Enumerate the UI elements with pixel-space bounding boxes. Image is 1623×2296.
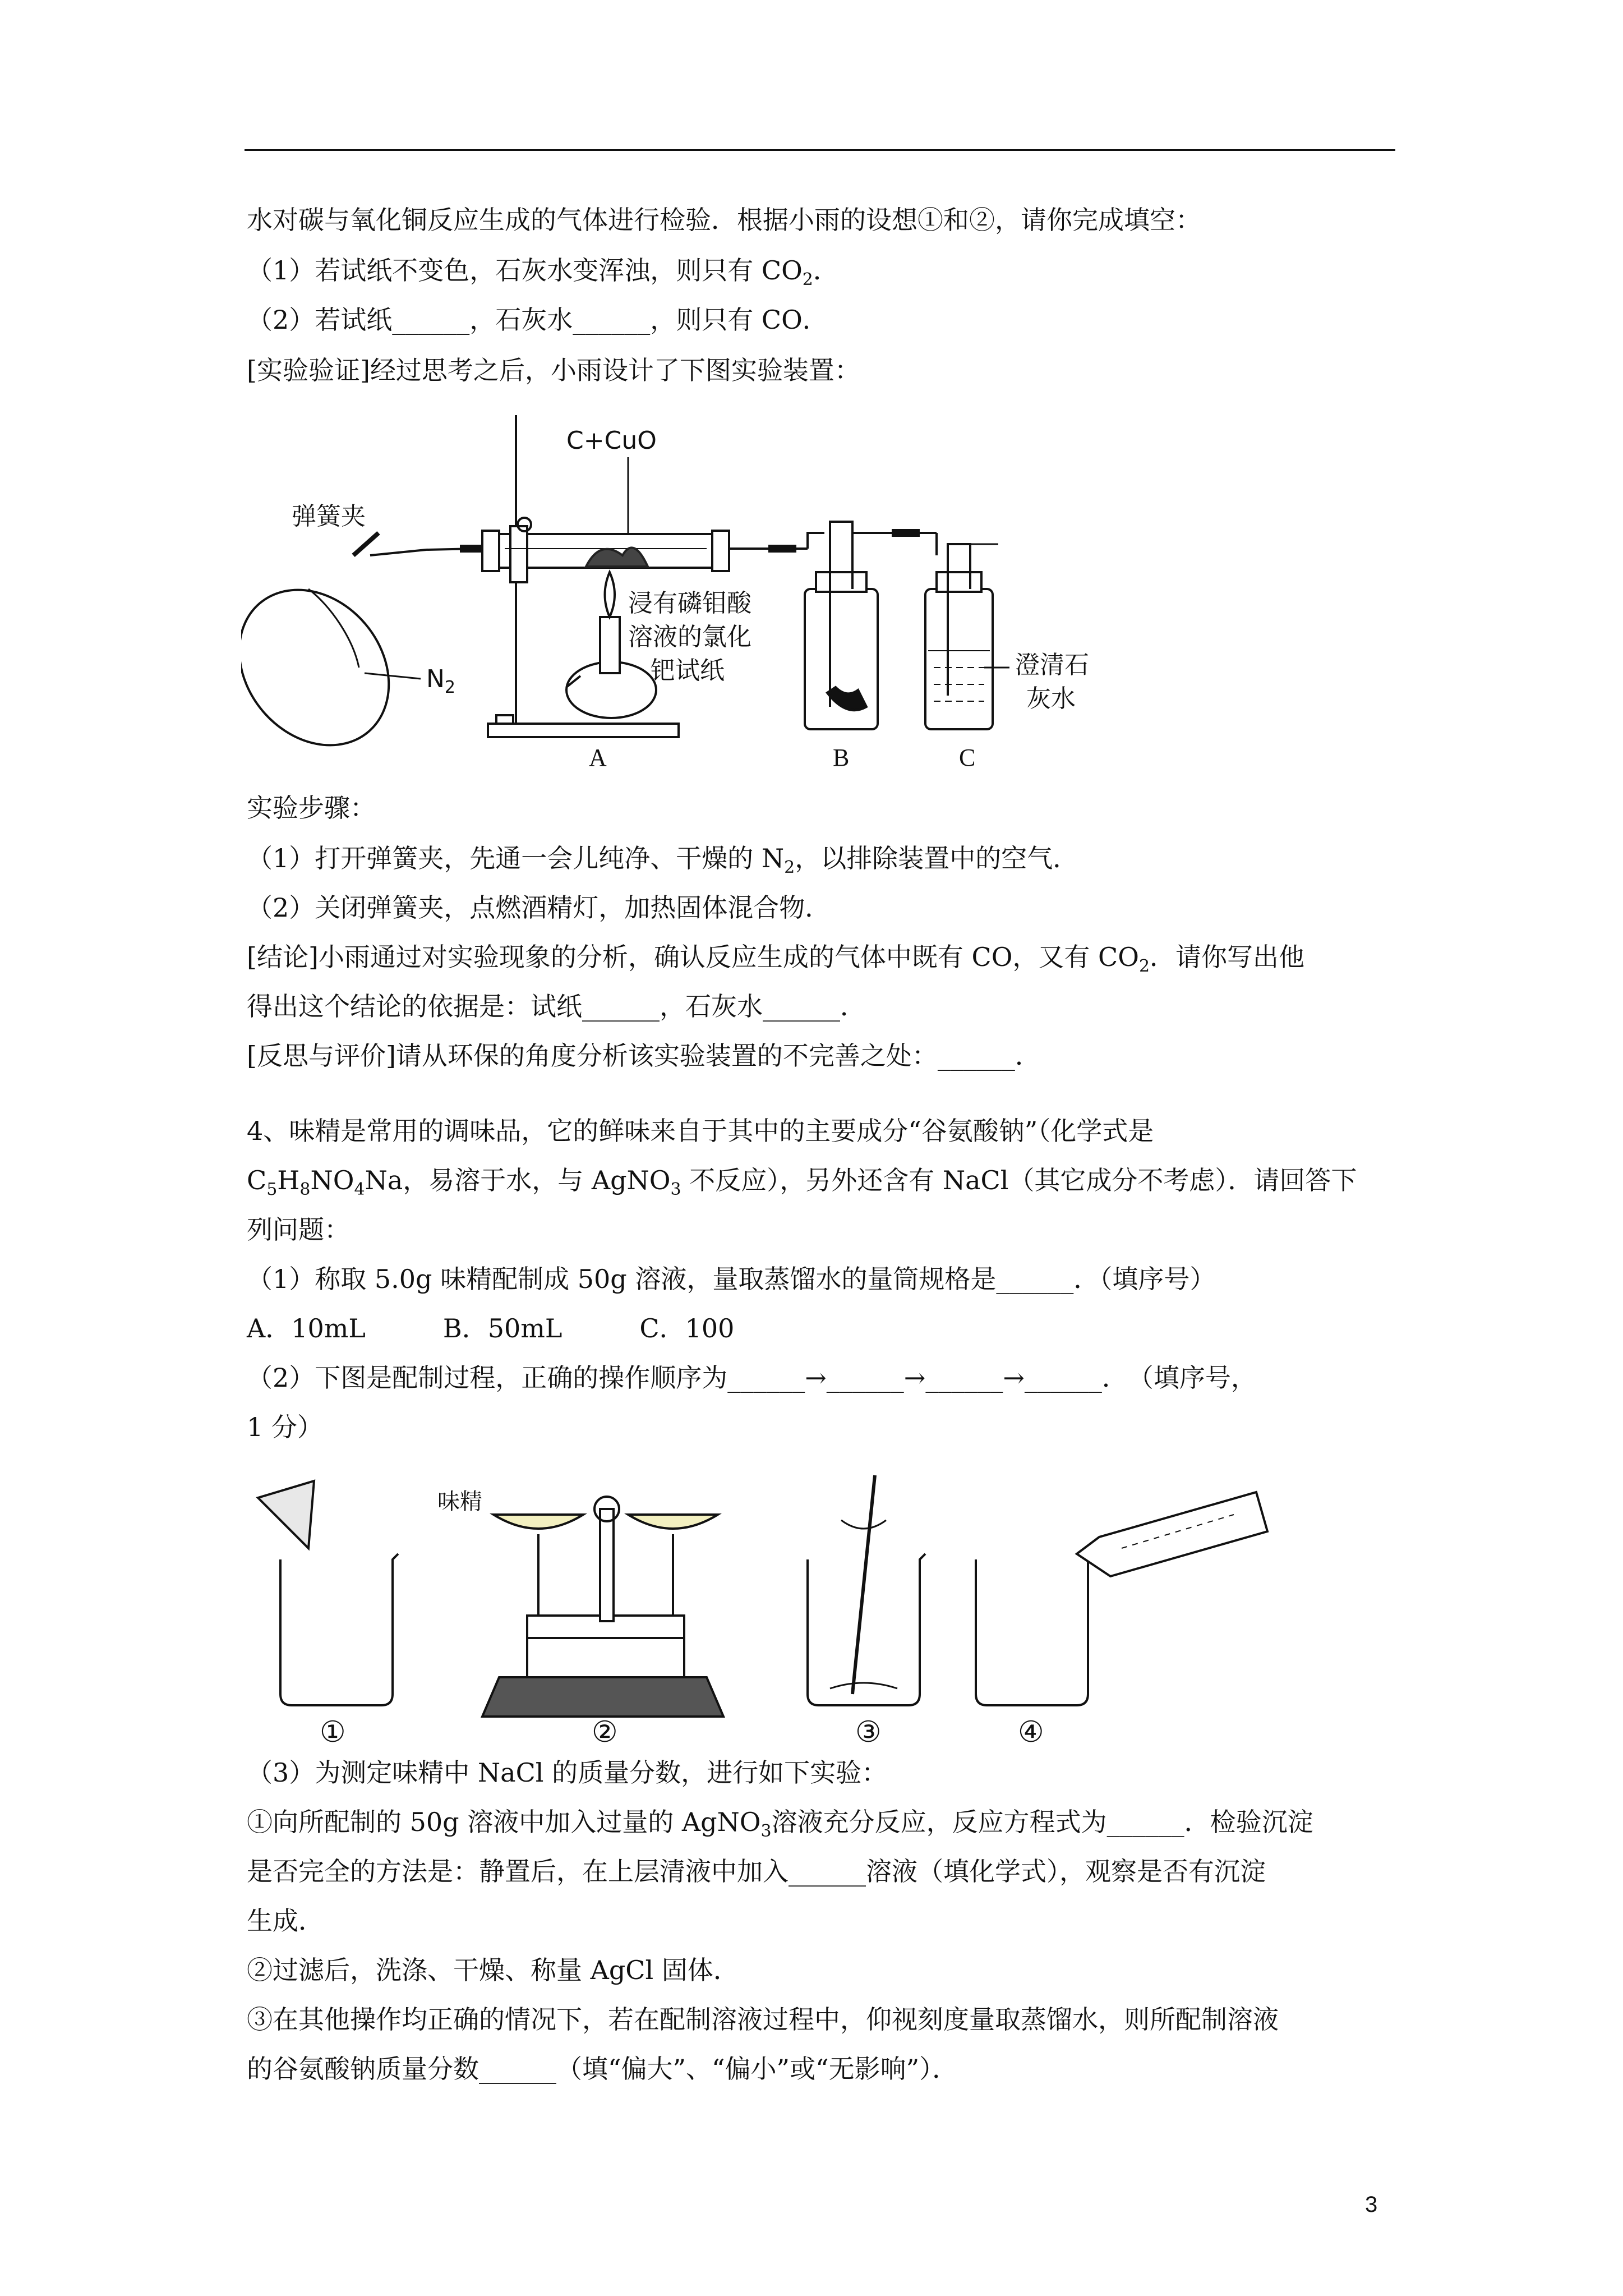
label-c-cuo: C+CuO [566,426,657,455]
step-number-3: ③ [855,1715,882,1749]
text-line-8: [结论]小雨通过对实验现象的分析，确认反应生成的气体中既有 CO，又有 $CO_2$．请你写出他 [247,942,1305,977]
page-number: 3 [1365,2192,1378,2217]
step-number-2: ② [592,1715,618,1749]
balance-base [482,1677,723,1717]
step-number-4: ④ [1018,1715,1044,1749]
bottle-b [805,589,878,729]
text-line-5: 实验步骤： [247,793,376,823]
label-paper-1: 浸有磷钼酸 [628,589,751,618]
question-4-line-13: 的谷氨酸钠质量分数______（填“偏大”、“偏小”或“无影响”）． [247,2054,958,2084]
question-4-line-11: ②过滤后，洗涤、干燥、称量 AgCl 固体． [247,1955,739,1985]
label-lime-2: 灰水 [1026,684,1076,713]
question-4-line-10: 生成． [247,1906,324,1936]
label-a: A [589,744,607,771]
question-4-line-6: 1 分） [247,1412,323,1442]
step-number-1: ① [320,1715,346,1749]
label-paper-2: 溶液的氯化 [628,623,751,651]
label-c: C [959,744,976,771]
gas-bag-icon [241,560,419,774]
label-spring-clip: 弹簧夹 [292,502,366,531]
question-4-line-8: ①向所配制的 50g 溶液中加入过量的 AgNO$_3$溶液充分反应，反应方程式为______．检验沉淀 [247,1807,1313,1842]
question-4-line-12: ③在其他操作均正确的情况下，若在配制溶液过程中，仰视刻度量取蒸馏水，则所配制溶液 [247,2004,1279,2035]
question-4-line-5: （2）下图是配制过程，正确的操作顺序为______→______→______→______． （填序号， [247,1363,1257,1393]
text-line-10: [反思与评价]请从环保的角度分析该实验装置的不完善之处：______． [247,1041,1041,1071]
question-4-line-1: 4、味精是常用的调味品，它的鲜味来自于其中的主要成分“谷氨酸钠”（化学式是 [247,1116,1154,1146]
text-line-4: [实验验证]经过思考之后，小雨设计了下图实验装置： [247,355,860,385]
right-pan [628,1515,718,1529]
bottle-c [925,589,993,729]
text-line-3: （2）若试纸______，石灰水______，则只有 CO． [247,305,828,335]
question-4-line-9: 是否完全的方法是：静置后，在上层清液中加入______溶液（填化学式），观察是否有沉淀 [247,1856,1266,1887]
text-line-7: （2）关闭弹簧夹，点燃酒精灯，加热固体混合物． [247,892,831,923]
question-4-line-2: $C_5H_8NO_4Na$，易溶于水，与 AgNO$_3$ 不反应），另外还含有 NaCl（其它成分不考虑）．请回答下 [247,1165,1357,1200]
label-paper-3: 钯试纸 [651,656,725,685]
label-n2: $N_2$ [426,665,456,697]
question-4-line-3: 列问题： [247,1214,350,1245]
text-line-6: （1）打开弹簧夹，先通一会儿纯净、干燥的 $N_2$，以排除装置中的空气． [247,843,1079,878]
text-line-2: （1）若试纸不变色，石灰水变浑浊，则只有 $CO_2$． [247,255,839,290]
beaker-4 [976,1554,1094,1705]
weighing-paper [258,1481,314,1548]
question-4-options: A．10mL B．50mL C．100 [247,1313,735,1343]
header-rule [245,149,1395,151]
left-pan [494,1515,583,1529]
question-4-line-7: （3）为测定味精中 NaCl 的质量分数，进行如下实验： [247,1757,888,1788]
text-line-9: 得出这个结论的依据是：试纸______，石灰水______． [247,991,866,1022]
spring-clip-icon [353,533,379,555]
preparation-figure [247,1470,1312,1750]
text-line-1: 水对碳与氧化铜反应生成的气体进行检验．根据小雨的设想①和②，请你完成填空： [247,205,1201,235]
label-b: B [833,744,850,771]
apparatus-figure [241,404,1138,774]
question-4-line-4: （1）称取 5.0g 味精配制成 50g 溶液，量取蒸馏水的量筒规格是______．（填序号） [247,1264,1216,1294]
label-lime-1: 澄清石 [1015,651,1089,679]
beaker-1 [280,1554,398,1705]
glass-rod [852,1475,875,1694]
measuring-cylinder [1077,1492,1267,1576]
label-msg: 味精 [437,1489,482,1515]
